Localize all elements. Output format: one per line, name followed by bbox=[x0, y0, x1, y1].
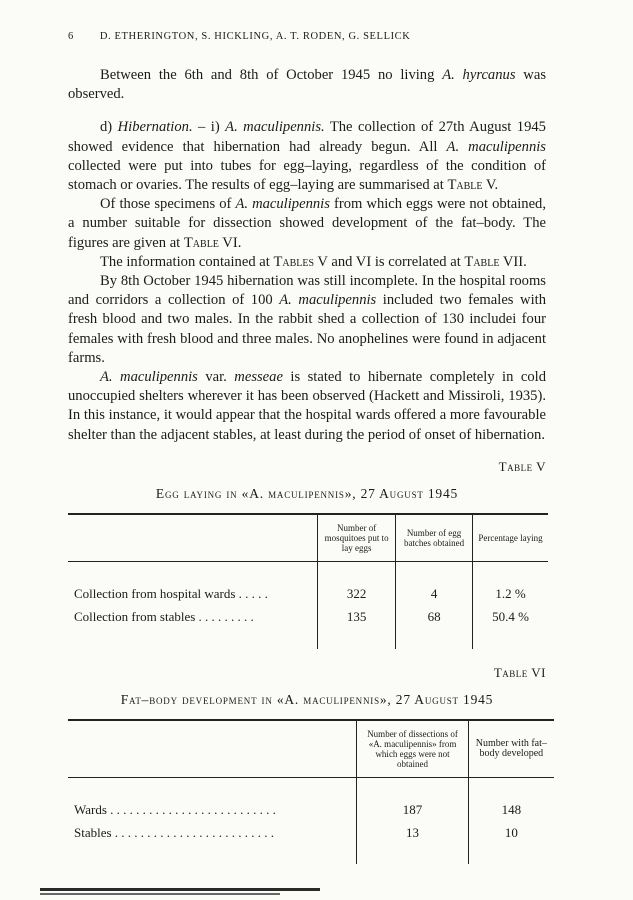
table5-header-percent: Percentage laying bbox=[473, 514, 548, 562]
table5-cell-batches: 4 bbox=[396, 582, 473, 605]
paragraph-correlation: The information contained at Tables V and VI is correlated at Table VII. bbox=[100, 253, 527, 270]
table5-caption: Table V bbox=[498, 458, 546, 474]
paragraph-october: By 8th October 1945 hibernation was still incomplete. In the hospital rooms and corridors a collection of 100 A. maculipennis included two females with fresh blood and two males. In the rabbit shed a collection of 130 includei four females with fresh blood and three males. No anophelines were found in adjacent farms. bbox=[68, 273, 546, 366]
paragraph-hyrcanus: Between the 6th and 8th of October 1945 no living A. hyrcanus was observed. bbox=[68, 67, 547, 103]
table6-cell-developed: 10 bbox=[468, 821, 554, 844]
page-number: 6 bbox=[68, 31, 74, 42]
table6-header-developed: Number with fat–body developed bbox=[468, 720, 554, 778]
table5-row-label: Collection from hospital wards . . . . . bbox=[74, 586, 268, 602]
table6 bbox=[68, 719, 554, 864]
table6-row-label: Wards . . . . . . . . . . . . . . . . . . . . . . . . . . bbox=[74, 802, 276, 818]
table5-title: Egg laying in «A. maculipennis», 27 August 1945 bbox=[155, 486, 459, 502]
table6-cell-dissections: 13 bbox=[357, 821, 468, 844]
table5-cell-mosquitoes: 322 bbox=[318, 582, 396, 605]
table-row bbox=[68, 582, 548, 605]
paragraph-hibernation: d) Hibernation. – i) A. maculipennis. The collection of 27th August 1945 showed evidence that hibernation had already begun. All A. maculipennis collected were put into tubes for egg–laying, regardless of the condition of stomach or ovaries. The results of egg–laying are summarised at Table V. bbox=[68, 119, 546, 194]
page bbox=[68, 30, 546, 864]
table5-row-label: Collection from stables . . . . . . . . . bbox=[74, 609, 254, 625]
table6-cell-dissections: 187 bbox=[357, 798, 468, 821]
paragraph-messeae: A. maculipennis var. messeae is stated to hibernate completely in cold unoccupied shelters wherever it has been observed (Hackett and Missiroli, 1935). In this instance, it would appear that the hospital wards offered a more favourable shelter than the adjacent stables, at least during the period of onset of hibernation. bbox=[68, 369, 546, 443]
table5 bbox=[68, 513, 548, 648]
table6-title: Fat–body development in «A. maculipennis», 27 August 1945 bbox=[120, 691, 494, 707]
table5-cell-percent: 50.4 % bbox=[473, 605, 548, 628]
scan-edge-line-secondary bbox=[40, 893, 280, 895]
running-head-authors: D. ETHERINGTON, S. HICKLING, A. T. RODEN, G. SELLICK bbox=[99, 31, 411, 42]
table5-header-mosquitoes: Number of mosquitoes put to lay eggs bbox=[318, 514, 396, 562]
scan-edge-line bbox=[40, 888, 320, 891]
table5-cell-percent: 1.2 % bbox=[473, 582, 548, 605]
table-row bbox=[68, 605, 548, 628]
table-row bbox=[68, 821, 554, 844]
paragraph-fat-body: Of those specimens of A. maculipennis from which eggs were not obtained, a number suitable for dissection showed development of the fat–body. The figures are given at Table VI. bbox=[68, 196, 547, 251]
table5-header-batches: Number of egg batches obtained bbox=[396, 514, 473, 562]
table6-row-label: Stables . . . . . . . . . . . . . . . . . . . . . . . . . bbox=[74, 825, 275, 841]
running-header bbox=[68, 30, 546, 44]
table6-cell-developed: 148 bbox=[468, 798, 554, 821]
table6-caption: Table VI bbox=[493, 664, 546, 680]
table6-header-dissections: Number of dissections of «A. maculipennis» from which eggs were not obtained bbox=[357, 720, 468, 778]
table5-cell-batches: 68 bbox=[396, 605, 473, 628]
table5-cell-mosquitoes: 135 bbox=[318, 605, 396, 628]
table-row bbox=[68, 798, 554, 821]
